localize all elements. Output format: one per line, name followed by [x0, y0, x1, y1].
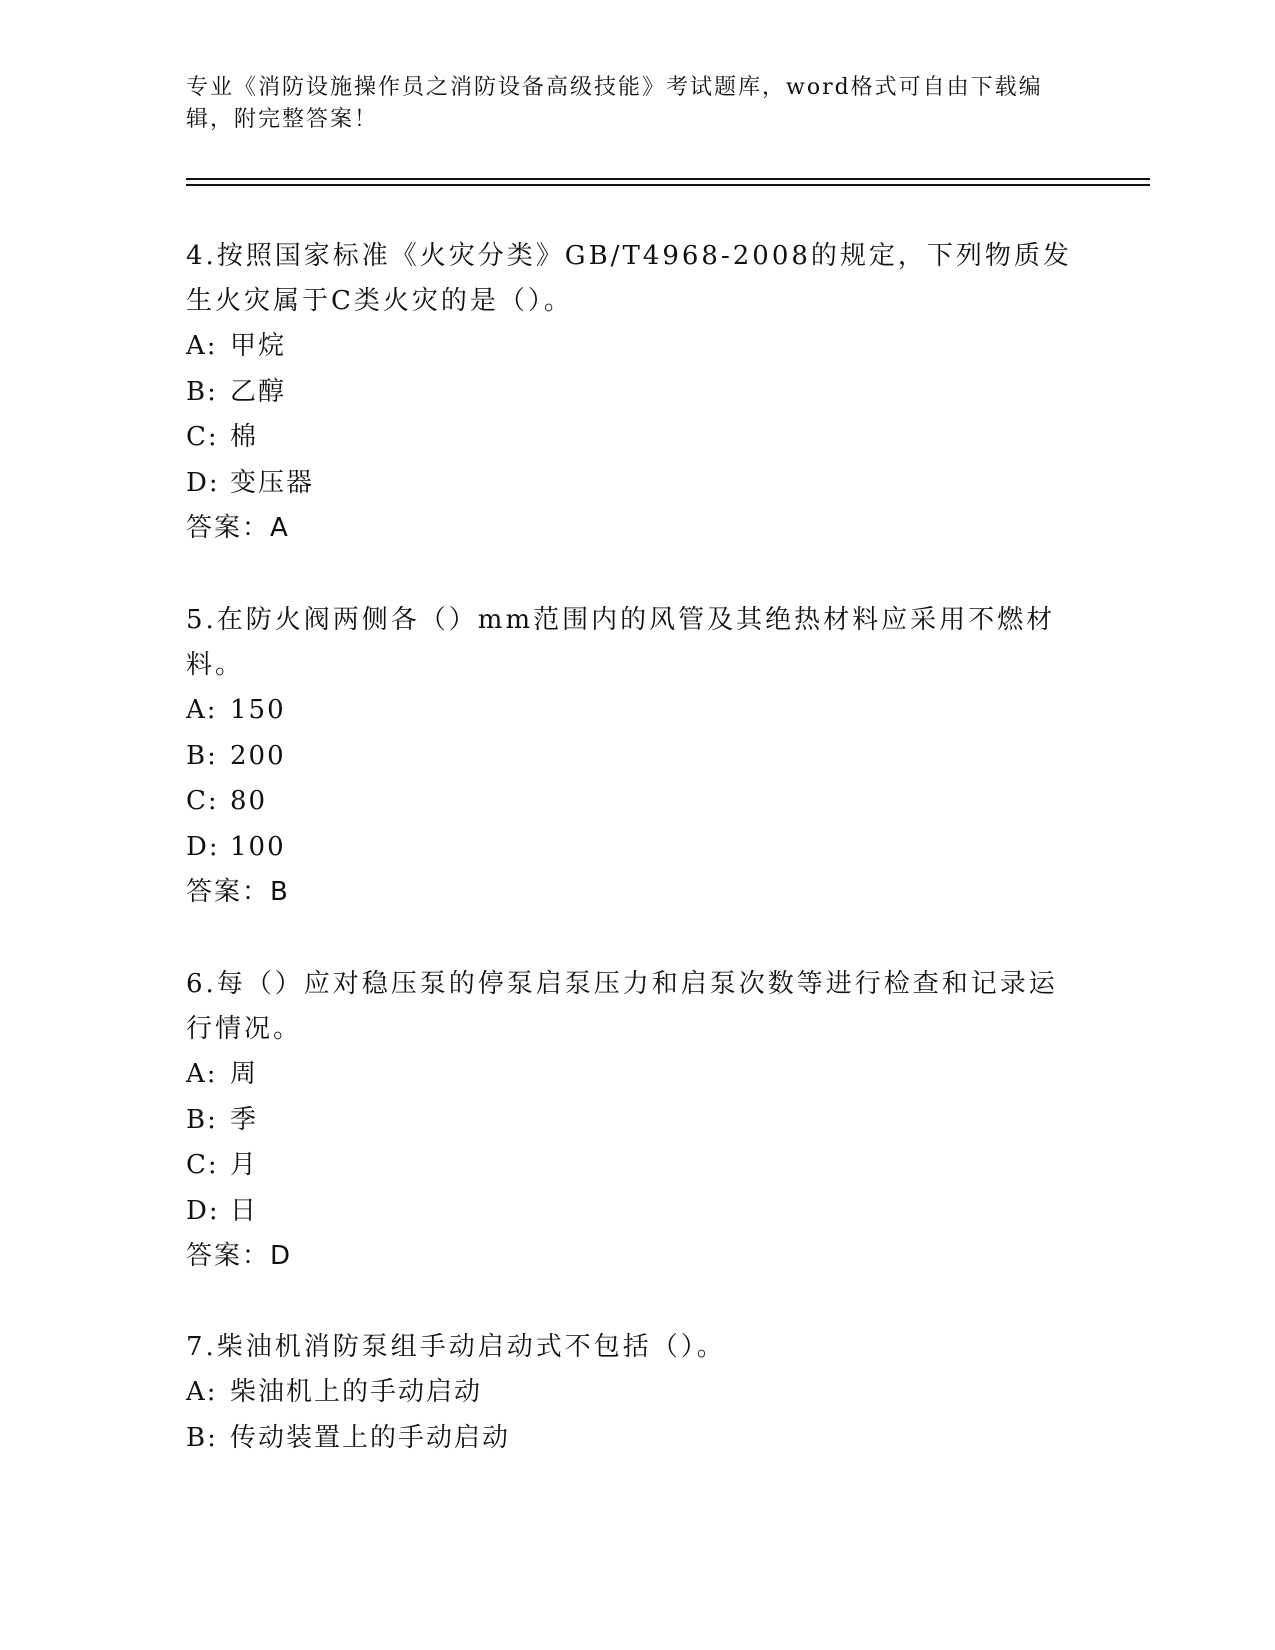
option-text: 棉	[230, 422, 259, 452]
option-text: 甲烷	[230, 331, 287, 361]
option-label: B:	[186, 1104, 218, 1135]
option-a	[186, 1052, 1086, 1098]
option-d	[186, 461, 1086, 507]
option-text: 变压器	[230, 467, 315, 498]
option-label: B:	[186, 376, 218, 407]
question-7	[186, 1325, 1086, 1461]
option-text: 150	[230, 695, 286, 725]
option-text: 月	[230, 1150, 259, 1180]
option-c	[186, 1143, 1086, 1189]
option-c	[186, 415, 1086, 461]
answer-line: 答案：B	[186, 877, 290, 907]
answer-line: 答案：D	[186, 1241, 293, 1271]
option-text: 200	[230, 740, 286, 771]
option-d	[186, 1189, 1086, 1235]
option-text: 80	[230, 786, 268, 816]
option-label: B:	[186, 1422, 218, 1453]
option-label: A:	[186, 1059, 218, 1089]
question-text: 6.每（）应对稳压泵的停泵启泵压力和启泵次数等进行检查和记录运行情况。	[186, 969, 1058, 1044]
option-label: C:	[186, 1150, 219, 1180]
question-text: 7.柴油机消防泵组手动启动式不包括（）。	[186, 1332, 726, 1362]
option-text: 柴油机上的手动启动	[230, 1377, 483, 1407]
option-text: 日	[230, 1195, 259, 1226]
option-label: B:	[186, 740, 218, 771]
header-divider-bottom	[186, 184, 1150, 186]
option-text: 季	[230, 1104, 259, 1135]
question-text: 4.按照国家标准《火灾分类》GB/T4968-2008的规定，下列物质发生火灾属于C类火灾的是（）。	[186, 241, 1072, 316]
option-label: A:	[186, 695, 218, 725]
option-b	[186, 1098, 1086, 1144]
option-label: A:	[186, 331, 218, 361]
question-text: 5.在防火阀两侧各（）mm范围内的风管及其绝热材料应采用不燃材料。	[186, 605, 1056, 680]
option-c	[186, 779, 1086, 825]
option-text: 周	[230, 1059, 259, 1089]
option-text: 100	[230, 831, 286, 862]
option-label: D:	[186, 1195, 220, 1226]
option-text: 传动装置上的手动启动	[230, 1422, 511, 1453]
option-b	[186, 1416, 1086, 1462]
document-header: 专业《消防设施操作员之消防设备高级技能》考试题库，word格式可自由下载编辑，附完整答案！	[186, 75, 1043, 132]
option-b	[186, 734, 1086, 780]
option-label: D:	[186, 467, 220, 498]
question-6	[186, 962, 1086, 1280]
answer-line: 答案：A	[186, 513, 290, 543]
option-a	[186, 324, 1086, 370]
option-label: C:	[186, 786, 219, 816]
option-a	[186, 1370, 1086, 1416]
header-divider-top	[186, 178, 1150, 180]
option-b	[186, 370, 1086, 416]
option-label: D:	[186, 831, 220, 862]
option-d	[186, 825, 1086, 871]
option-text: 乙醇	[230, 376, 287, 407]
question-5	[186, 598, 1086, 916]
question-4	[186, 234, 1086, 552]
option-a	[186, 688, 1086, 734]
option-label: C:	[186, 422, 219, 452]
option-label: A:	[186, 1377, 218, 1407]
